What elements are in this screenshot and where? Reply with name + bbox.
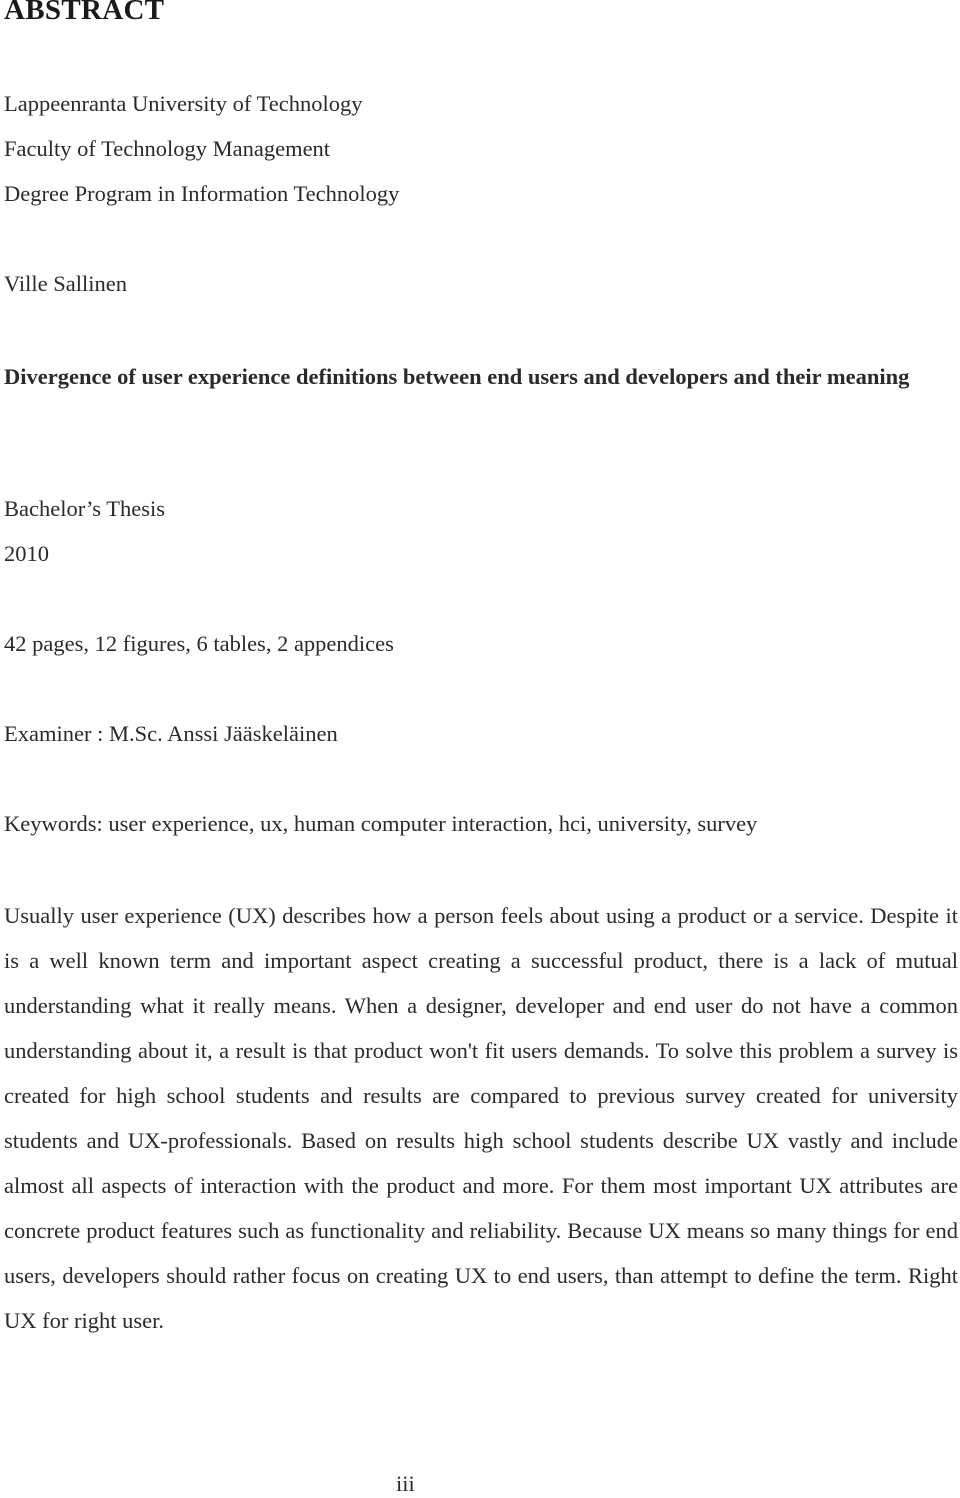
page-number: iii (396, 1471, 415, 1496)
author-name: Ville Sallinen (4, 271, 128, 296)
thesis-title: Divergence of user experience definitions between end users and developers and their meaning (4, 364, 910, 389)
thesis-year: 2010 (4, 541, 49, 566)
keywords: Keywords: user experience, ux, human computer interaction, hci, university, survey (4, 811, 758, 836)
thesis-extent: 42 pages, 12 figures, 6 tables, 2 appendices (4, 631, 394, 656)
thesis-type: Bachelor’s Thesis (4, 496, 166, 521)
abstract-body: Usually user experience (UX) describes how a person feels about using a product or a service. Despite it is a well known term and important aspect creating a successful product, there is a lack of mutual understanding what it really means. When a designer, developer and end user do not have a common understanding about it, a result is that product won't fit users demands. To solve this problem a survey is created for high school students and results are compared to previous survey created for university students and UX-professionals. Based on results high school students describe UX vastly and include almost all aspects of interaction with the product and more. For them most important UX attributes are concrete product features such as functionality and reliability. Because UX means so many things for end users, developers should rather focus on creating UX to end users, than attempt to define the term. Right UX for right user. (4, 903, 958, 1333)
abstract-heading: ABSTRACT (4, 0, 165, 26)
degree-program: Degree Program in Information Technology (4, 181, 400, 206)
faculty-name: Faculty of Technology Management (4, 136, 331, 161)
examiner: Examiner : M.Sc. Anssi Jääskeläinen (4, 721, 338, 746)
university-name: Lappeenranta University of Technology (4, 91, 363, 116)
